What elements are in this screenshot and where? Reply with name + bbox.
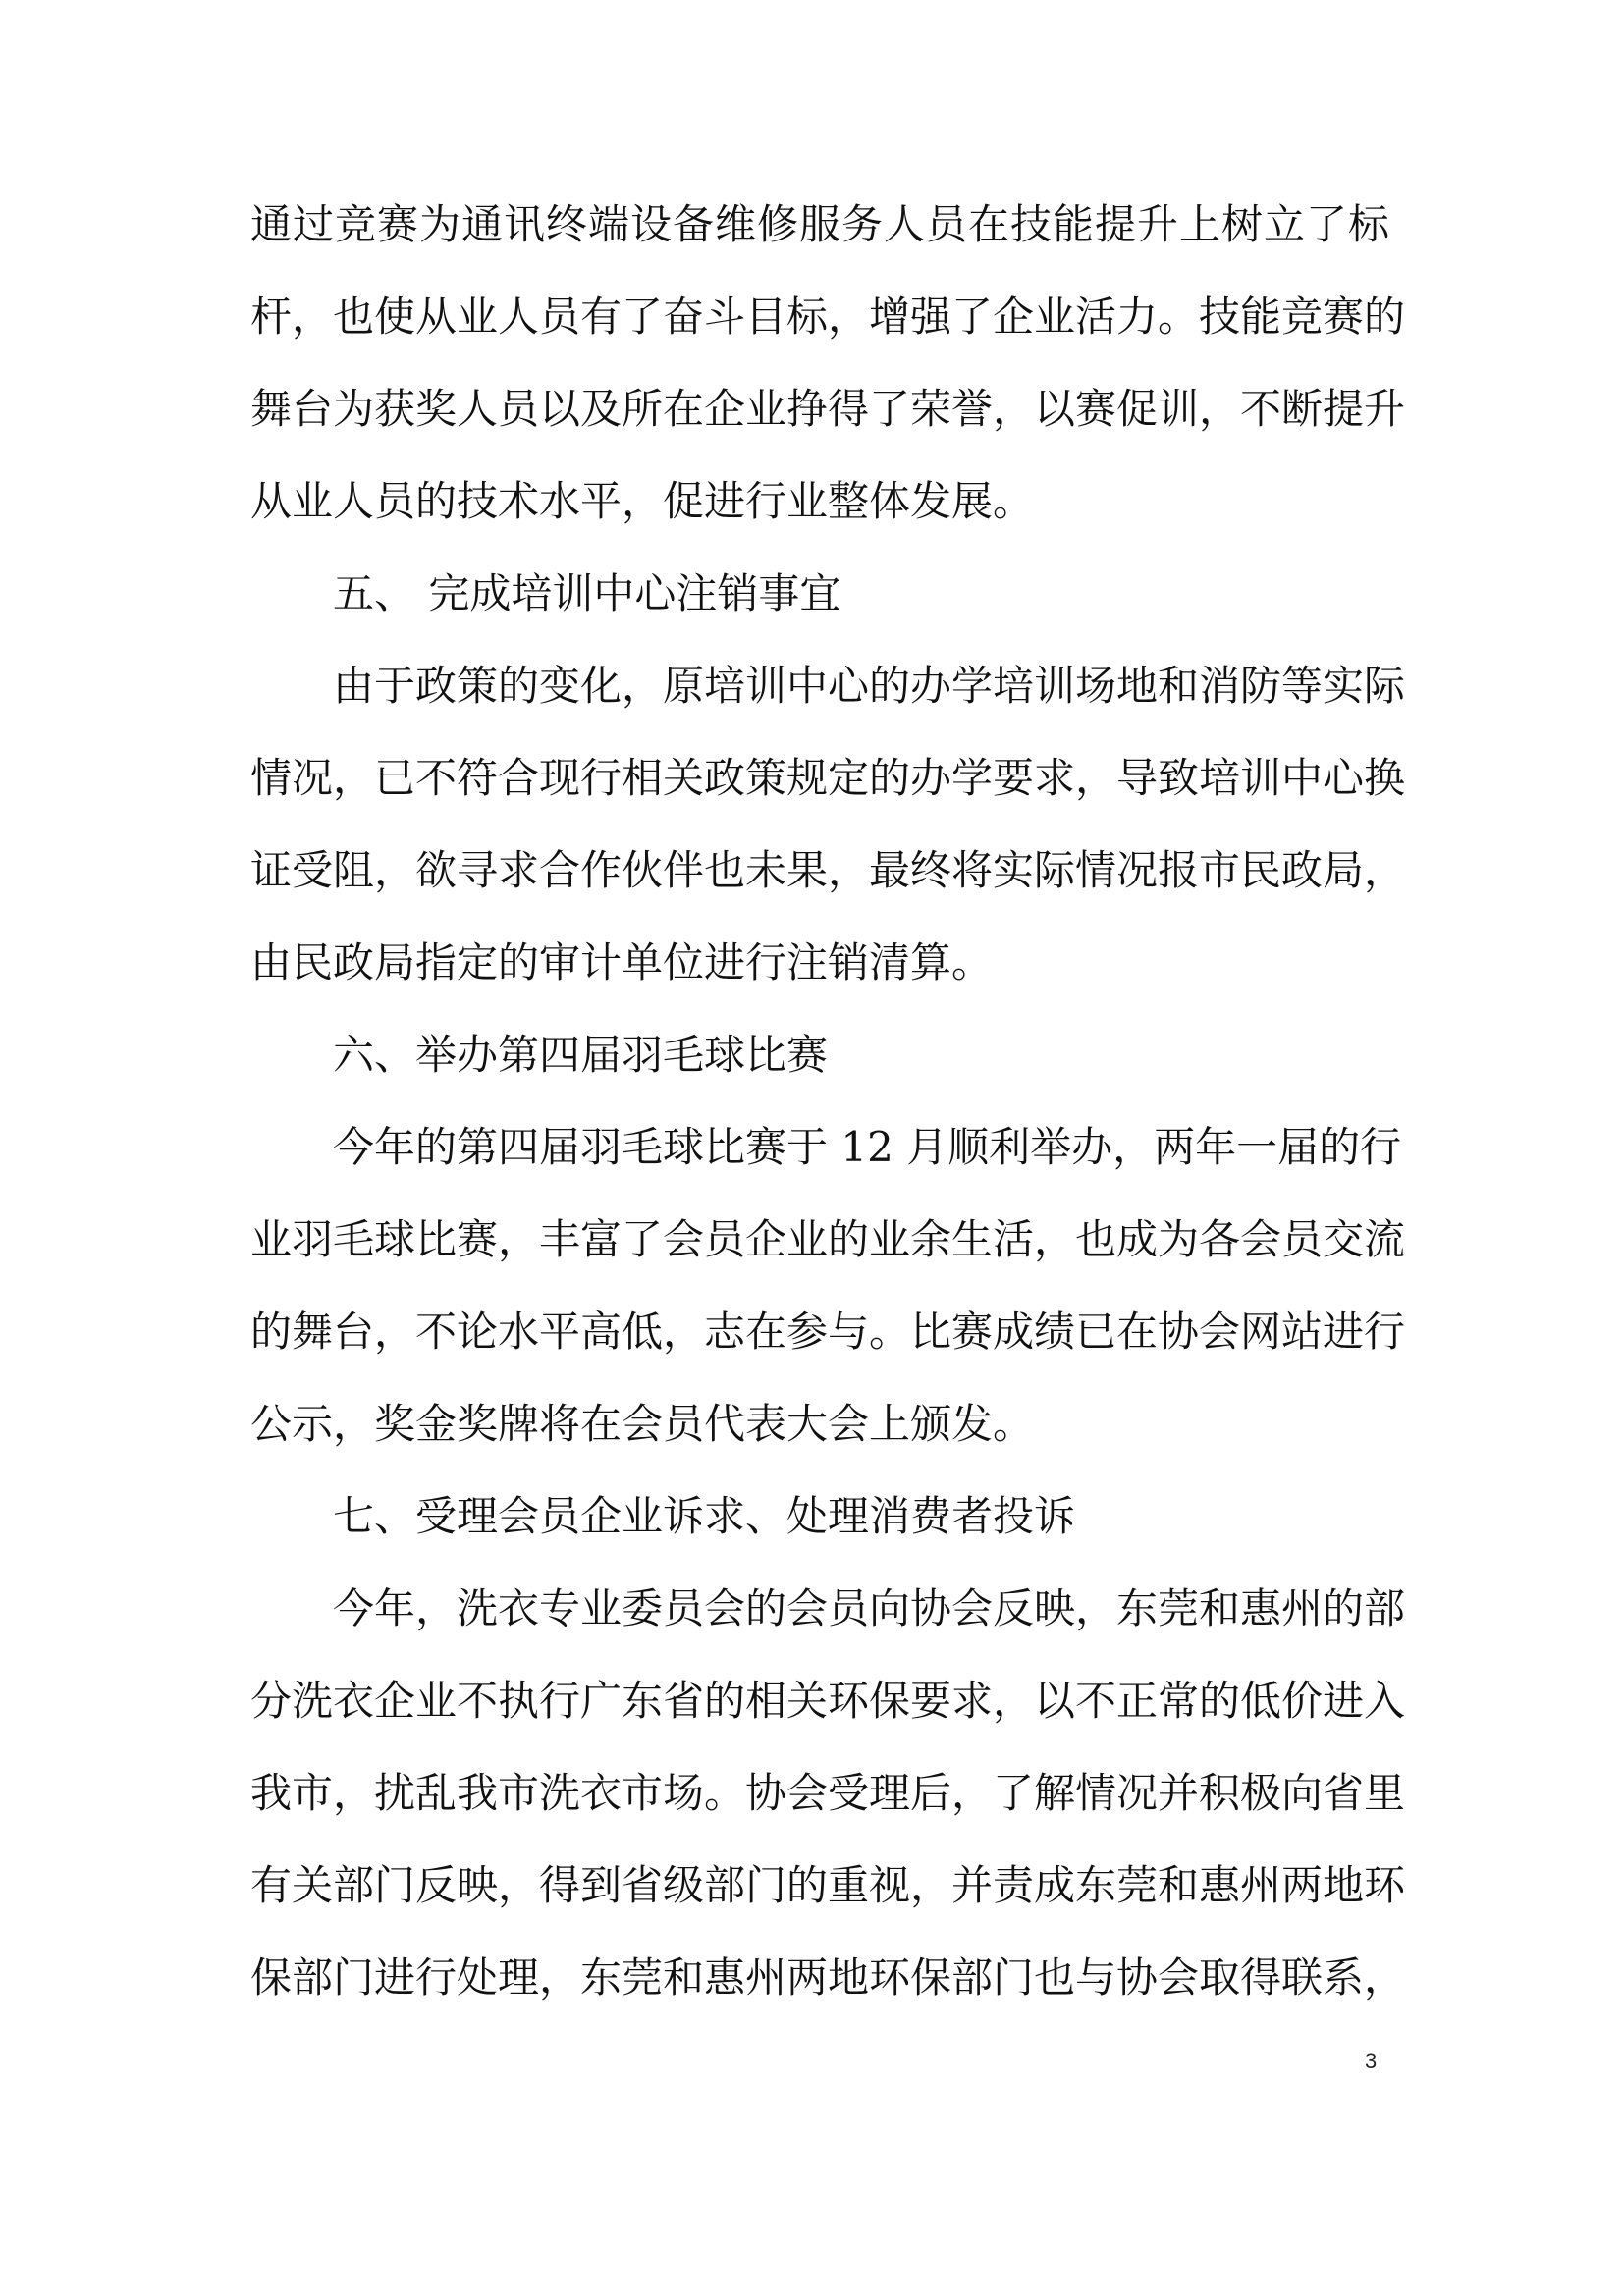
paragraph-line: 通过竞赛为通讯终端设备维修服务人员在技能提升上树立了标 <box>250 200 1389 248</box>
paragraph-line: 今年，洗衣专业委员会的会员向协会反映，东莞和惠州的部 <box>333 1584 1406 1632</box>
paragraph-line: 由民政局指定的审计单位进行注销清算。 <box>250 938 994 987</box>
paragraph-line: 今年的第四届羽毛球比赛于 12 月顺利举办，两年一届的行 <box>333 1123 1402 1171</box>
section-heading-7: 七、受理会员企业诉求、处理消费者投诉 <box>333 1492 1076 1540</box>
section-heading-5: 五、 完成培训中心注销事宜 <box>333 569 841 617</box>
paragraph-complaints <box>250 1584 1406 2002</box>
paragraph-line: 情况，已不符合现行相关政策规定的办学要求，导致培训中心换 <box>250 754 1406 802</box>
paragraph-line: 杆，也使从业人员有了奋斗目标，增强了企业活力。技能竞赛的 <box>250 293 1406 341</box>
page-number: 3 <box>1365 2049 1378 2073</box>
paragraph-line: 舞台为获奖人员以及所在企业挣得了荣誉，以赛促训，不断提升 <box>250 385 1406 433</box>
section-heading-6: 六、举办第四届羽毛球比赛 <box>333 1031 829 1079</box>
paragraph-line: 的舞台，不论水平高低，志在参与。比赛成绩已在协会网站进行 <box>250 1308 1406 1356</box>
paragraph-training-center <box>250 662 1406 987</box>
paragraph-line: 证受阻，欲寻求合作伙伴也未果，最终将实际情况报市民政局， <box>250 846 1406 894</box>
paragraph-line: 公示，奖金奖牌将在会员代表大会上颁发。 <box>250 1400 1035 1448</box>
paragraph-line: 业羽毛球比赛，丰富了会员企业的业余生活，也成为各会员交流 <box>250 1215 1406 1263</box>
document-body <box>250 200 1406 2047</box>
paragraph-line: 由于政策的变化，原培训中心的办学培训场地和消防等实际 <box>333 662 1406 710</box>
paragraph-badminton <box>250 1123 1406 1448</box>
paragraph-line: 有关部门反映，得到省级部门的重视，并责成东莞和惠州两地环 <box>250 1861 1406 1909</box>
paragraph-line: 从业人员的技术水平，促进行业整体发展。 <box>250 477 1035 525</box>
paragraph-competition-continuation <box>250 200 1406 525</box>
paragraph-line: 分洗衣企业不执行广东省的相关环保要求，以不正常的低价进入 <box>250 1677 1406 1725</box>
paragraph-line: 我市，扰乱我市洗衣市场。协会受理后，了解情况并积极向省里 <box>250 1769 1406 1817</box>
paragraph-line: 保部门进行处理，东莞和惠州两地环保部门也与协会取得联系， <box>250 1953 1406 2002</box>
